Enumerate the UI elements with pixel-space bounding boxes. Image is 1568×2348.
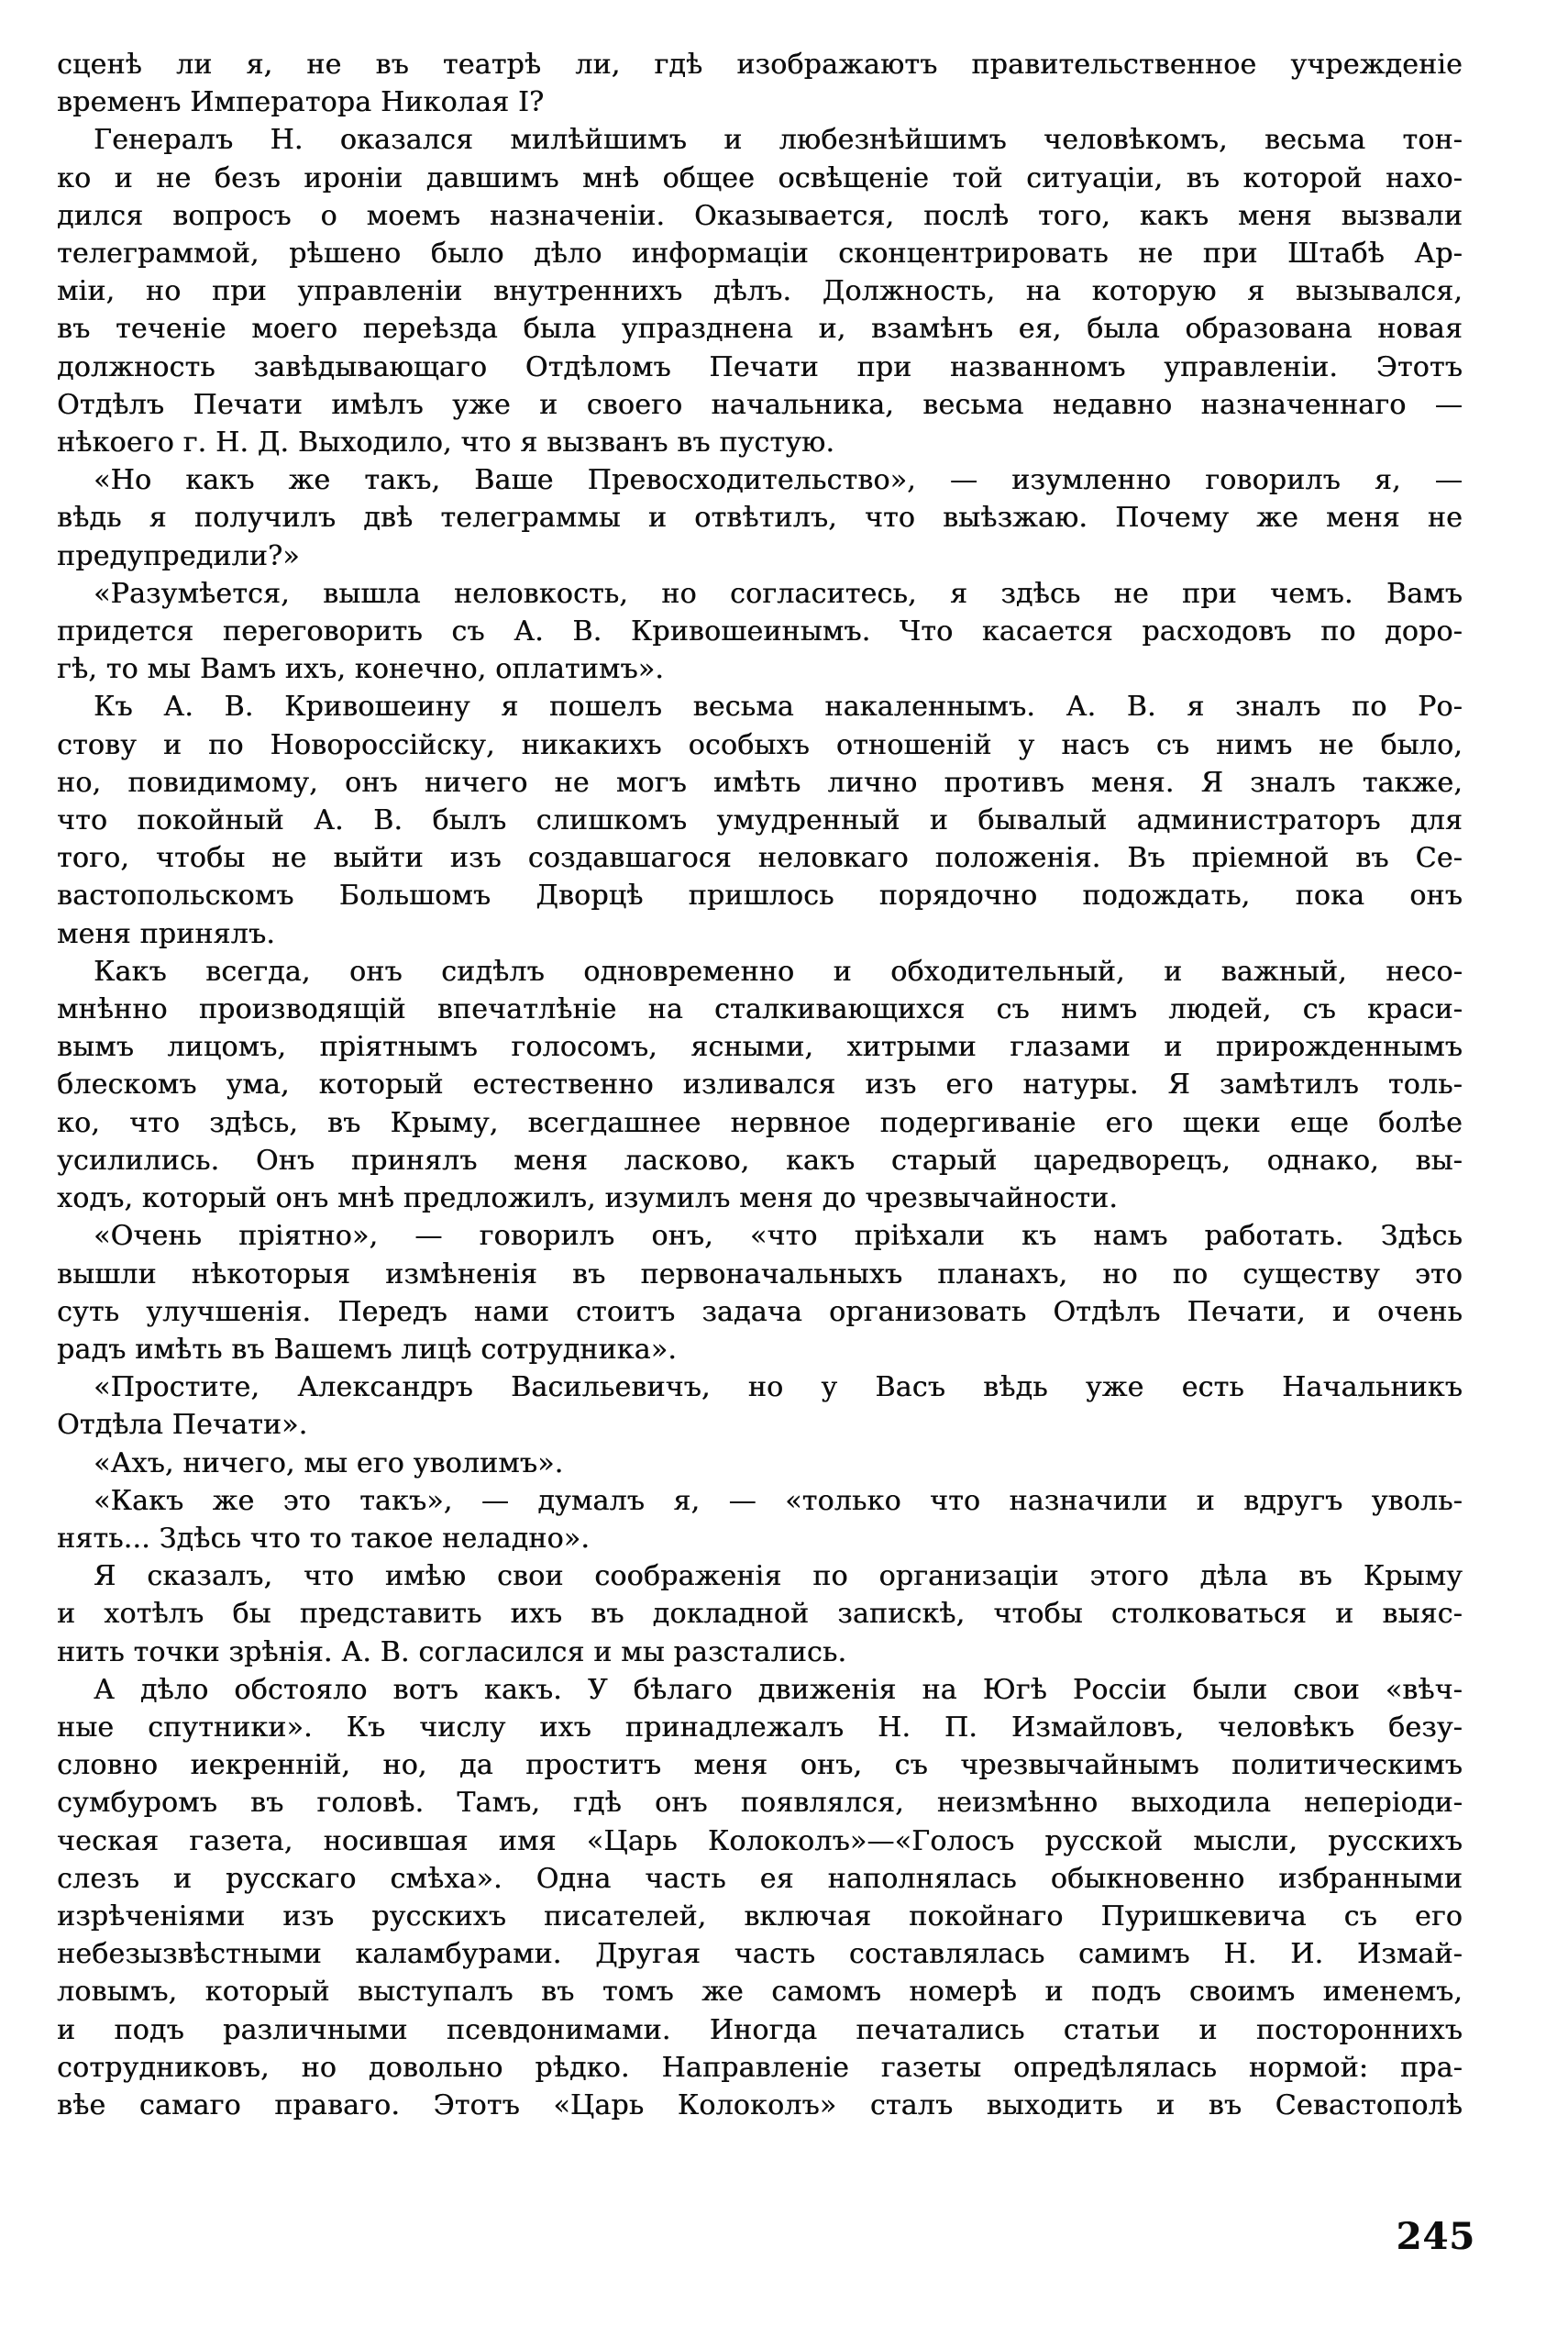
- text-line: «Разумѣется, вышла неловкость, но согласитесь, я здѣсь не при чемъ. Вамъ: [94, 577, 1463, 610]
- text-line: ные спутники». Къ числу ихъ принадлежалъ Н. П. Измайловъ, человѣкъ безу-: [57, 1711, 1463, 1744]
- text-line: ческая газета, носившая имя «Царь Колоколъ»—«Голосъ русской мысли, русскихъ: [57, 1824, 1463, 1857]
- text-line: нять... Здѣсь что то такое неладно».: [57, 1522, 591, 1555]
- text-line: «Какъ же это такъ», — думалъ я, — «только что назначили и вдругъ уволь-: [94, 1484, 1463, 1517]
- text-line: но, повидимому, онъ ничего не могъ имѣть лично противъ меня. Я зналъ также,: [57, 766, 1463, 799]
- text-line: ходъ, который онъ мнѣ предложилъ, изумилъ меня до чрезвычайности.: [57, 1182, 1118, 1215]
- text-line: изрѣченіями изъ русскихъ писателей, включая покойнаго Пуришкевича съ его: [57, 1899, 1463, 1933]
- text-line: «Но какъ же такъ, Ваше Превосходительство», — изумленно говорилъ я, —: [94, 464, 1463, 497]
- text-line: сценѣ ли я, не въ театрѣ ли, гдѣ изображаютъ правительственное учрежденіе: [57, 49, 1463, 81]
- text-line: вастопольскомъ Большомъ Дворцѣ пришлось порядочно подождать, пока онъ: [57, 880, 1463, 913]
- text-line: словно иекренній, но, да проститъ меня онъ, съ чрезвычайнымъ политическимъ: [57, 1749, 1463, 1782]
- text-line: меня принялъ.: [57, 917, 275, 950]
- text-line: слезъ и русскаго смѣха». Одна часть ея наполнялась обыкновенно избранными: [57, 1862, 1463, 1895]
- text-line: ловымъ, который выступалъ въ томъ же самомъ номерѣ и подъ своимъ именемъ,: [57, 1976, 1463, 2009]
- text-line: вѣдь я получилъ двѣ телеграммы и отвѣтилъ, что выѣзжаю. Почему же меня не: [57, 502, 1463, 535]
- text-line: міи, но при управленіи внутреннихъ дѣлъ. Должность, на которую я вызывался,: [57, 275, 1463, 308]
- text-line: ко, что здѣсь, въ Крыму, всегдашнее нервное подергиваніе его щеки еще болѣе: [57, 1106, 1463, 1139]
- text-line: суть улучшенія. Передъ нами стоитъ задача организовать Отдѣлъ Печати, и очень: [57, 1295, 1463, 1328]
- text-line: Какъ всегда, онъ сидѣлъ одновременно и обходительный, и важный, несо-: [94, 955, 1463, 988]
- text-line: сотрудниковъ, но довольно рѣдко. Направленіе газеты опредѣлялась нормой: пра-: [57, 2051, 1463, 2084]
- text-line: Къ А. В. Кривошеину я пошелъ весьма накаленнымъ. А. В. я зналъ по Ро-: [94, 691, 1463, 724]
- text-line: «Ахъ, ничего, мы его уволимъ».: [94, 1446, 564, 1479]
- text-line: А дѣло обстояло вотъ какъ. У бѣлаго движенія на Югѣ Россіи были свои «вѣч-: [94, 1673, 1463, 1706]
- text-line: Я сказалъ, что имѣю свои соображенія по организаціи этого дѣла въ Крыму: [94, 1560, 1463, 1593]
- text-line: и хотѣлъ бы представить ихъ въ докладной запискѣ, чтобы столковаться и выяс-: [57, 1598, 1463, 1631]
- text-line: гѣ, то мы Вамъ ихъ, конечно, оплатимъ».: [57, 653, 665, 686]
- text-line: «Простите, Александръ Васильевичъ, но у Васъ вѣдь уже есть Начальникъ: [94, 1371, 1463, 1404]
- text-line: мнѣнно производящій впечатлѣніе на сталкивающихся съ нимъ людей, съ краси-: [57, 993, 1463, 1026]
- text-line: Отдѣлъ Печати имѣлъ уже и своего начальника, весьма недавно назначеннаго —: [57, 388, 1463, 421]
- text-line: дился вопросъ о моемъ назначеніи. Оказывается, послѣ того, какъ меня вызвали: [57, 199, 1463, 232]
- text-line: въ теченіе моего переѣзда была упразднена и, взамѣнъ ея, была образована новая: [57, 313, 1463, 346]
- text-line: небезызвѣстными каламбурами. Другая часть составлялась самимъ Н. И. Измай-: [57, 1938, 1463, 1971]
- text-line: нить точки зрѣнія. А. В. согласился и мы разстались.: [57, 1635, 847, 1668]
- text-line: радъ имѣть въ Вашемъ лицѣ сотрудника».: [57, 1333, 677, 1366]
- text-line: того, чтобы не выйти изъ создавшагося неловкаго положенія. Въ пріемной въ Се-: [57, 842, 1463, 875]
- text-line: должность завѣдывающаго Отдѣломъ Печати при названномъ управленіи. Этотъ: [57, 350, 1463, 383]
- text-line: нѣкоего г. Н. Д. Выходило, что я вызванъ въ пустую.: [57, 426, 835, 460]
- text-line: вышли нѣкоторыя измѣненія въ первоначальныхъ планахъ, но по существу это: [57, 1257, 1463, 1290]
- text-line: временъ Императора Николая I?: [57, 86, 545, 119]
- text-line: Отдѣла Печати».: [57, 1409, 308, 1442]
- text-line: блескомъ ума, который естественно изливался изъ его натуры. Я замѣтилъ толь-: [57, 1069, 1463, 1102]
- text-line: придется переговорить съ А. В. Кривошеинымъ. Что касается расходовъ по доро-: [57, 615, 1463, 648]
- text-line: предупредили?»: [57, 539, 300, 572]
- text-line: телеграммой, рѣшено было дѣло информаціи сконцентрировать не при Штабѣ Ар-: [57, 238, 1463, 271]
- text-line: вѣе самаго праваго. Этотъ «Царь Колоколъ» сталъ выходить и въ Севастополѣ: [57, 2088, 1463, 2121]
- text-line: стову и по Новороссійску, никакихъ особыхъ отношеній у насъ съ нимъ не было,: [57, 728, 1463, 761]
- text-line: «Очень пріятно», — говорилъ онъ, «что пріѣхали къ намъ работать. Здѣсь: [94, 1220, 1463, 1253]
- text-line: Генералъ Н. оказался милѣйшимъ и любезнѣйшимъ человѣкомъ, весьма тон-: [94, 124, 1463, 157]
- text-line: ко и не безъ ироніи давшимъ мнѣ общее освѣщеніе той ситуаціи, въ которой нахо-: [57, 161, 1463, 194]
- text-line: сумбуромъ въ головѣ. Тамъ, гдѣ онъ появлялся, неизмѣнно выходила неперіоди-: [57, 1787, 1463, 1820]
- text-line: усилились. Онъ принялъ меня ласково, какъ старый царедворецъ, однако, вы-: [57, 1144, 1463, 1177]
- text-line: что покойный А. В. былъ слишкомъ умудренный и бывалый администраторъ для: [57, 804, 1463, 837]
- page-text-block: [57, 46, 1463, 2124]
- text-line: вымъ лицомъ, пріятнымъ голосомъ, ясными, хитрыми глазами и прирожденнымъ: [57, 1031, 1463, 1064]
- text-line: и подъ различными псевдонимами. Иногда печатались статьи и постороннихъ: [57, 2013, 1463, 2046]
- page-number: 245: [1396, 2215, 1475, 2258]
